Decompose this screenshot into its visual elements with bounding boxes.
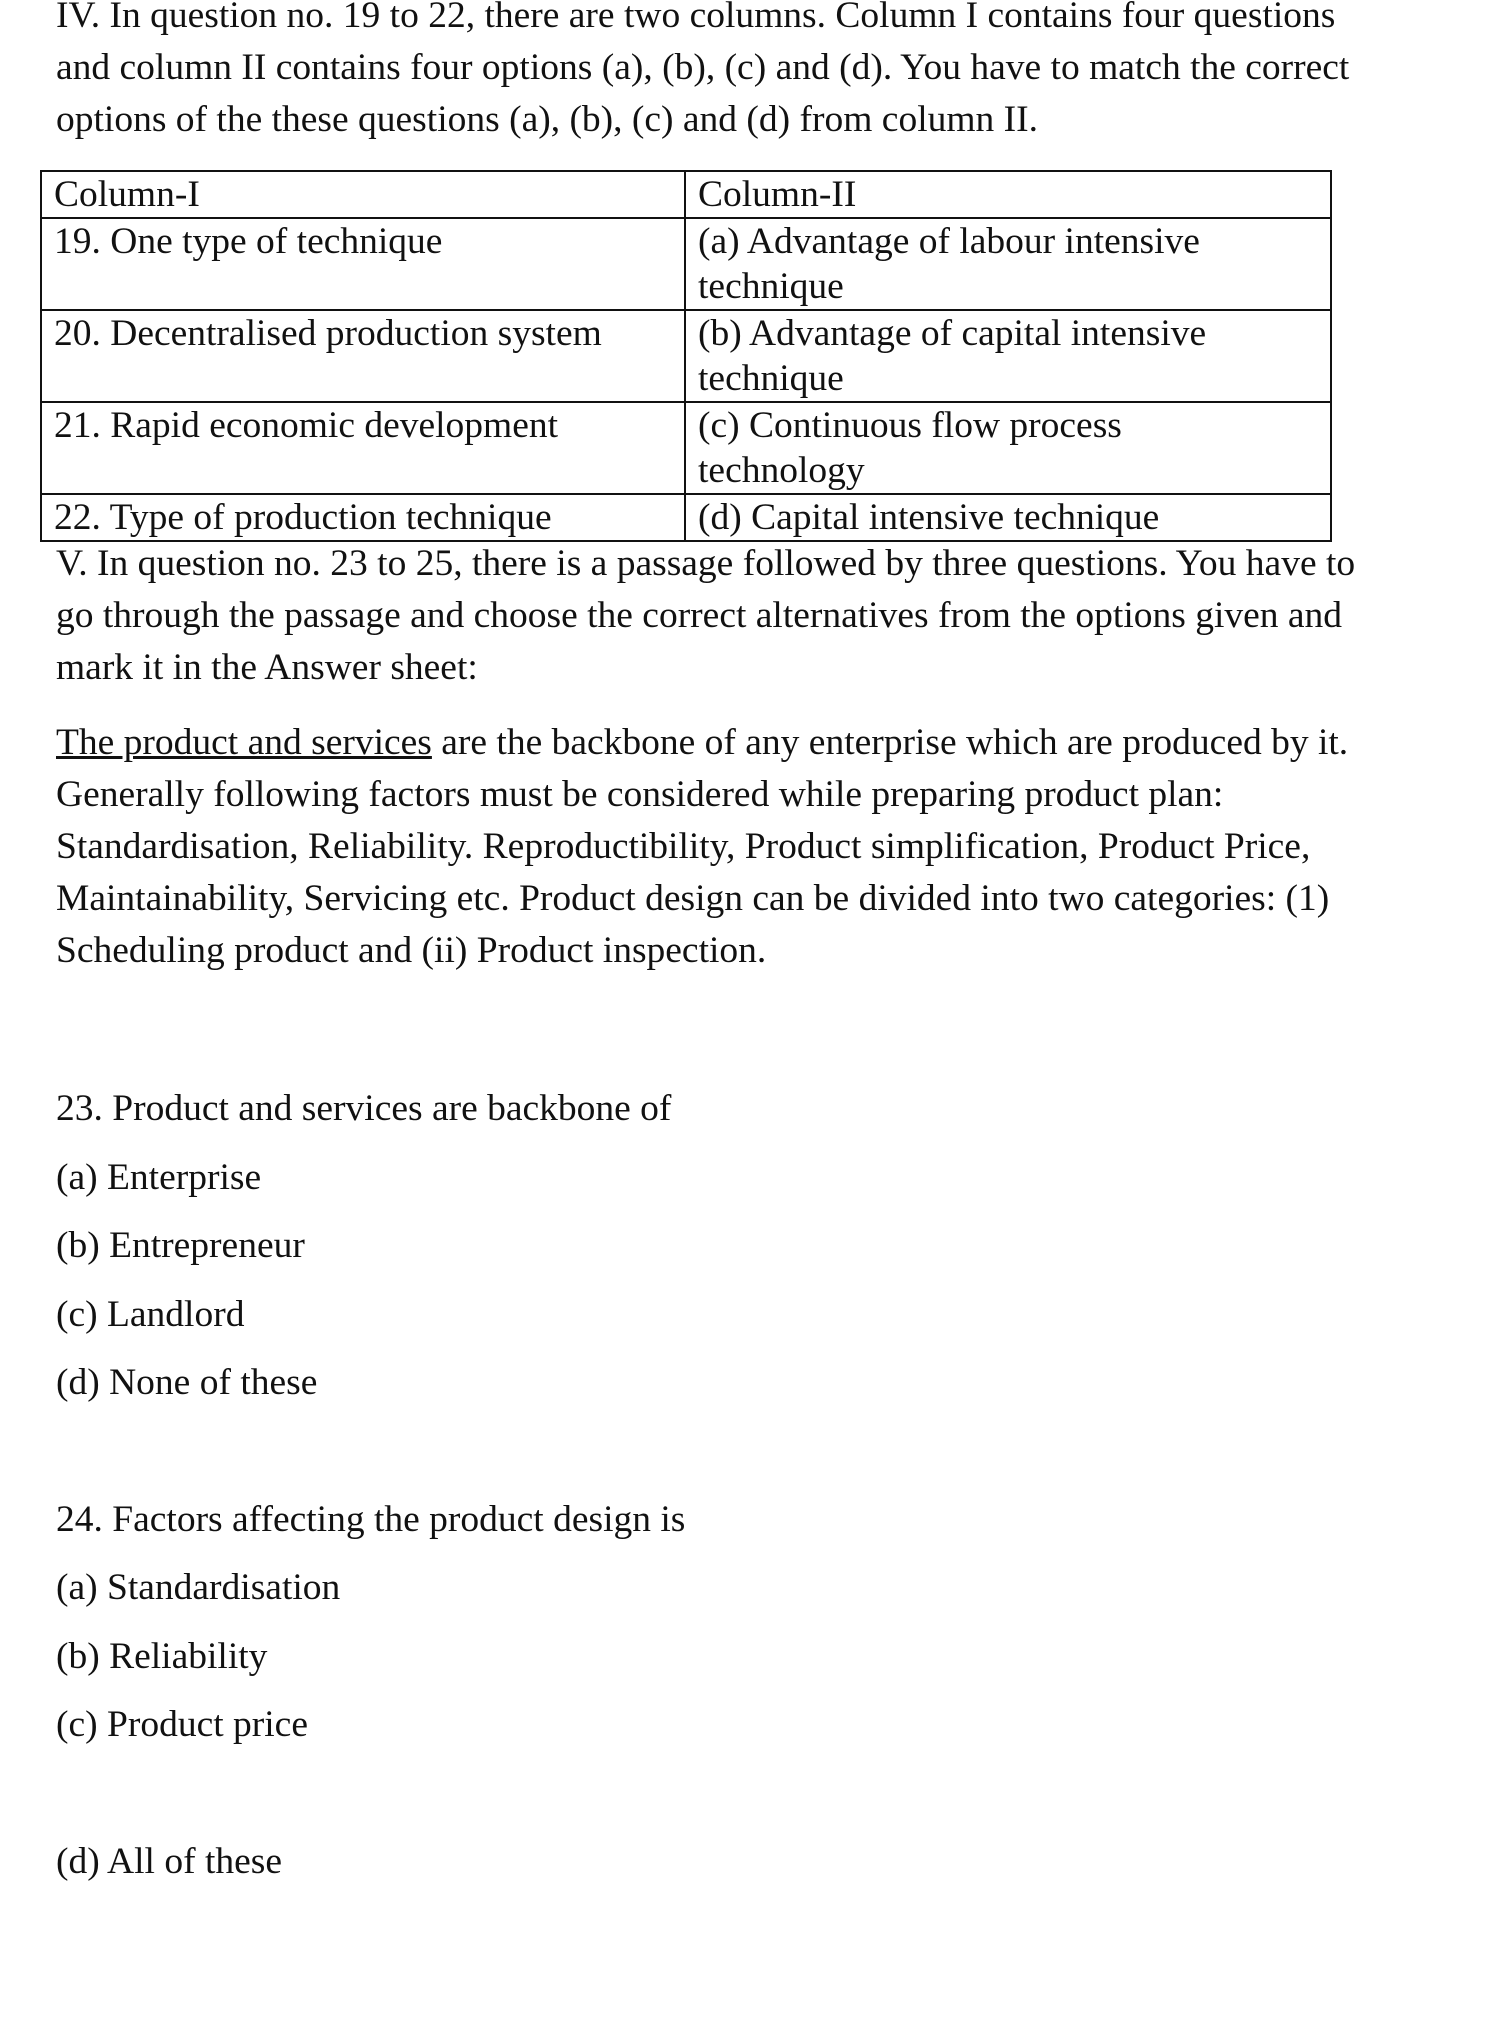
option-c: (c) Product price — [56, 1704, 308, 1745]
column-ii-header: Column-II — [685, 171, 1331, 218]
passage-line: Standardisation, Reliability. Reproductibility, Product simplification, Product Price, — [56, 826, 1311, 867]
table-row — [41, 218, 1331, 310]
instruction-line: V. In question no. 23 to 25, there is a passage followed by three questions. You have to — [56, 543, 1356, 584]
table-row — [41, 310, 1331, 402]
reading-passage — [56, 717, 1456, 977]
instruction-line: IV. In question no. 19 to 22, there are two columns. Column I contains four questions — [56, 0, 1336, 36]
column-ii-cell: (d) Capital intensive technique — [685, 494, 1331, 541]
column-i-cell: 20. Decentralised production system — [41, 310, 685, 402]
instruction-line: mark it in the Answer sheet: — [56, 647, 478, 688]
question-23: 23. Product and services are backbone of — [56, 1088, 672, 1129]
passage-line — [56, 717, 1456, 769]
table-row — [41, 402, 1331, 494]
cell-line: (a) Advantage of labour intensive — [698, 221, 1200, 262]
instruction-line: and column II contains four options (a), (b), (c) and (d). You have to match the correct — [56, 47, 1350, 88]
section-iv-instructions — [56, 0, 1456, 146]
column-i-cell: 22. Type of production technique — [41, 494, 685, 541]
cell-line: (c) Continuous flow process — [698, 405, 1122, 446]
column-i-header: Column-I — [41, 171, 685, 218]
instruction-line: go through the passage and choose the correct alternatives from the options given and — [56, 595, 1343, 636]
passage-text: are the backbone of any enterprise which are produced by it. — [431, 722, 1349, 763]
passage-line: Scheduling product and (ii) Product inspection. — [56, 930, 767, 971]
table-header-row — [41, 171, 1331, 218]
passage-line: Maintainability, Servicing etc. Product design can be divided into two categories: (1) — [56, 878, 1330, 919]
option-a: (a) Enterprise — [56, 1157, 262, 1198]
option-b: (b) Entrepreneur — [56, 1225, 305, 1266]
cell-line: technology — [698, 450, 865, 491]
option-d: (d) All of these — [56, 1841, 282, 1882]
cell-line: technique — [698, 358, 844, 399]
cell-line: (b) Advantage of capital intensive — [698, 313, 1207, 354]
question-24: 24. Factors affecting the product design is — [56, 1499, 686, 1540]
column-i-cell: 21. Rapid economic development — [41, 402, 685, 494]
column-i-cell: 19. One type of technique — [41, 218, 685, 310]
column-ii-cell — [685, 310, 1331, 402]
instruction-line: options of the these questions (a), (b), (c) and (d) from column II. — [56, 99, 1039, 140]
option-c: (c) Landlord — [56, 1294, 245, 1335]
option-a: (a) Standardisation — [56, 1567, 341, 1608]
match-columns-table — [40, 170, 1332, 542]
passage-line: Generally following factors must be considered while preparing product plan: — [56, 774, 1224, 815]
table-row — [41, 494, 1331, 541]
option-b: (b) Reliability — [56, 1636, 268, 1677]
column-ii-cell — [685, 218, 1331, 310]
cell-line: technique — [698, 266, 844, 307]
underlined-phrase: The product and services — [56, 722, 432, 763]
section-v-instructions — [56, 538, 1456, 694]
column-ii-cell — [685, 402, 1331, 494]
option-d: (d) None of these — [56, 1362, 318, 1403]
